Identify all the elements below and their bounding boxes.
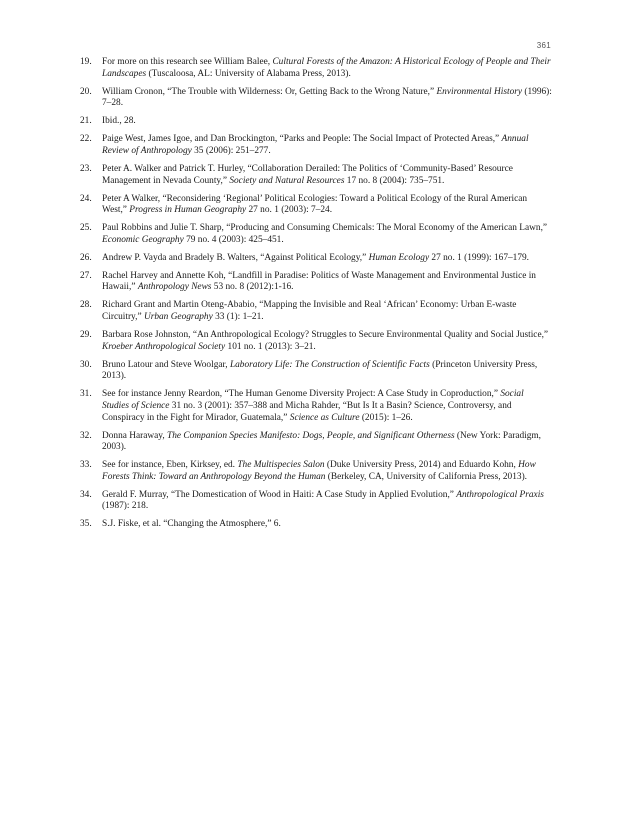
endnote-number: 29. bbox=[80, 330, 92, 341]
cited-work-title: Social Studies of Science bbox=[102, 389, 524, 411]
endnote-text-segment: (Tuscaloosa, AL: University of Alabama Press, 2013). bbox=[146, 68, 351, 79]
endnote-text bbox=[102, 271, 552, 294]
endnote-number: 24. bbox=[80, 193, 92, 204]
endnote-text-segment: 17 no. 8 (2004): 735–751. bbox=[344, 175, 445, 186]
endnote-number: 22. bbox=[80, 134, 92, 145]
cited-work-title: Human Ecology bbox=[368, 252, 430, 263]
cited-work-title: Progress in Human Geography bbox=[129, 205, 247, 216]
endnote-32 bbox=[80, 431, 552, 454]
endnote-26 bbox=[80, 253, 552, 265]
cited-work-title: Society and Natural Resources bbox=[229, 175, 345, 186]
endnote-text bbox=[102, 223, 552, 246]
endnote-24 bbox=[80, 194, 552, 217]
endnote-28 bbox=[80, 300, 552, 323]
cited-work-title: Environmental History bbox=[436, 86, 523, 97]
endnote-text bbox=[102, 194, 552, 217]
cited-work-title: Annual Review of Anthropology bbox=[102, 134, 529, 156]
endnote-text bbox=[102, 164, 552, 187]
endnote-text-segment: For more on this research see William Balee, bbox=[102, 57, 273, 67]
endnote-number: 34. bbox=[80, 489, 92, 500]
endnote-19 bbox=[80, 57, 552, 80]
endnote-text bbox=[102, 330, 552, 353]
endnote-text-segment: Donna Haraway, bbox=[102, 430, 168, 441]
endnote-20 bbox=[80, 87, 552, 110]
endnote-text-segment: (Duke University Press, 2014) and Eduardo Kohn, bbox=[324, 460, 519, 471]
endnote-text-segment: Bruno Latour and Steve Woolgar, bbox=[102, 359, 230, 370]
endnote-text-segment: Paul Robbins and Julie T. Sharp, “Producing and Consuming Chemicals: The Moral Economy of the American Lawn,” bbox=[102, 223, 548, 234]
endnote-text-segment: Paige West, James Igoe, and Dan Brockington, “Parks and People: The Social Impact of Protected Areas,” bbox=[102, 134, 502, 145]
endnote-31 bbox=[80, 389, 552, 424]
cited-work-title: Science as Culture bbox=[289, 412, 360, 423]
endnote-30 bbox=[80, 360, 552, 383]
endnote-text bbox=[102, 519, 552, 531]
endnote-text-segment: 79 no. 4 (2003): 425–451. bbox=[183, 234, 284, 245]
endnote-text-segment: Andrew P. Vayda and Bradely B. Walters, “Against Political Ecology,” bbox=[102, 252, 369, 263]
endnote-text bbox=[102, 300, 552, 323]
endnote-number: 31. bbox=[80, 389, 92, 400]
endnote-text-segment: 53 no. 8 (2012):1-16. bbox=[211, 282, 294, 293]
endnote-text-segment: 35 (2006): 251–277. bbox=[191, 145, 271, 156]
cited-work-title: Laboratory Life: The Construction of Scientific Facts bbox=[229, 359, 430, 370]
endnote-text-segment: Ibid., 28. bbox=[102, 116, 136, 127]
endnote-number: 33. bbox=[80, 460, 92, 471]
endnote-number: 25. bbox=[80, 223, 92, 234]
endnote-text bbox=[102, 116, 552, 128]
endnote-text-segment: 31 no. 3 (2001): 357–388 and Micha Rahder, “But Is It a Basin? Science, Controversy, and Conspiracy in the Fight for Mirador, Guatemala,” bbox=[102, 400, 512, 423]
endnote-text-segment: Richard Grant and Martin Oteng-Ababio, “Mapping the Invisible and Real ‘African’ Economy: Urban E-waste Circuitry,” bbox=[102, 300, 517, 323]
endnote-text-segment: (1987): 218. bbox=[102, 501, 149, 512]
endnote-21 bbox=[80, 116, 552, 128]
endnote-text-segment: (1996): 7–28. bbox=[102, 86, 552, 109]
endnote-23 bbox=[80, 164, 552, 187]
endnote-text-segment: William Cronon, “The Trouble with Wilderness: Or, Getting Back to the Wrong Nature,” bbox=[102, 86, 437, 97]
cited-work-title: How Forests Think: Toward an Anthropology Beyond the Human bbox=[102, 460, 536, 482]
endnote-27 bbox=[80, 271, 552, 294]
endnote-number: 21. bbox=[80, 116, 92, 127]
endnote-number: 28. bbox=[80, 300, 92, 311]
endnote-text bbox=[102, 87, 552, 110]
cited-work-title: Cultural Forests of the Amazon: A Historical Ecology of People and Their Landscapes bbox=[102, 57, 551, 79]
endnote-text-segment: See for instance Jenny Reardon, “The Human Genome Diversity Project: A Case Study in Coproduction,” bbox=[102, 389, 501, 400]
endnote-text bbox=[102, 253, 552, 265]
endnote-text-segment: Rachel Harvey and Annette Koh, “Landfill in Paradise: Politics of Waste Management and Environmental Justice in Hawaii,” bbox=[102, 270, 536, 293]
endnote-text-segment: See for instance, Eben, Kirksey, ed. bbox=[102, 460, 238, 471]
endnote-text-segment: 101 no. 1 (2013): 3–21. bbox=[225, 341, 316, 352]
cited-work-title: Anthropological Praxis bbox=[456, 489, 544, 500]
endnote-text-segment: 27 no. 1 (2003): 7–24. bbox=[246, 205, 333, 216]
endnote-34 bbox=[80, 490, 552, 513]
cited-work-title: Urban Geography bbox=[143, 312, 213, 323]
endnote-text-segment: Peter A. Walker and Patrick T. Hurley, “Collaboration Derailed: The Politics of ‘Community-Based’ Resource Management in Nevada County,” bbox=[102, 163, 513, 186]
endnote-text bbox=[102, 57, 552, 80]
endnote-text-segment: 33 (1): 1–21. bbox=[212, 312, 264, 323]
endnote-number: 26. bbox=[80, 252, 92, 263]
cited-work-title: Kroeber Anthropological Society bbox=[102, 341, 226, 352]
endnote-text bbox=[102, 134, 552, 157]
endnote-29 bbox=[80, 330, 552, 353]
cited-work-title: Economic Geography bbox=[102, 234, 184, 245]
endnote-number: 32. bbox=[80, 430, 92, 441]
endnote-text-segment: Peter A Walker, “Reconsidering ‘Regional’ Political Ecologies: Toward a Political Ecology of the Rural American West,” bbox=[102, 193, 528, 216]
endnote-25 bbox=[80, 223, 552, 246]
endnotes-list bbox=[80, 57, 552, 537]
endnote-text-segment: 27 no. 1 (1999): 167–179. bbox=[429, 252, 530, 263]
endnote-number: 23. bbox=[80, 163, 92, 174]
endnote-number: 19. bbox=[80, 57, 92, 67]
endnote-number: 20. bbox=[80, 86, 92, 97]
endnote-number: 35. bbox=[80, 519, 92, 530]
endnote-text-segment: (Princeton University Press, 2013). bbox=[102, 359, 538, 382]
endnote-text bbox=[102, 490, 552, 513]
page-number: 361 bbox=[536, 41, 551, 50]
endnote-text-segment: S.J. Fiske, et al. “Changing the Atmosphere,” 6. bbox=[102, 519, 281, 530]
endnote-text-segment: (New York: Paradigm, 2003). bbox=[102, 430, 542, 453]
endnote-22 bbox=[80, 134, 552, 157]
endnote-text bbox=[102, 360, 552, 383]
endnote-text-segment: Barbara Rose Johnston, “An Anthropological Ecology? Struggles to Secure Environmental Quality and Social Justice,” bbox=[102, 330, 549, 341]
endnote-text bbox=[102, 431, 552, 454]
endnote-number: 30. bbox=[80, 359, 92, 370]
endnote-33 bbox=[80, 460, 552, 483]
endnote-text-segment: Gerald F. Murray, “The Domestication of Wood in Haiti: A Case Study in Applied Evolution,” bbox=[102, 489, 457, 500]
cited-work-title: The Companion Species Manifesto: Dogs, People, and Significant Otherness bbox=[167, 430, 455, 441]
endnote-text bbox=[102, 389, 552, 424]
endnote-text-segment: (2015): 1–26. bbox=[359, 412, 413, 423]
cited-work-title: The Multispecies Salon bbox=[237, 460, 325, 471]
endnote-number: 27. bbox=[80, 270, 92, 281]
cited-work-title: Anthropology News bbox=[137, 282, 212, 293]
endnote-text-segment: (Berkeley, CA, University of California Press, 2013). bbox=[325, 471, 528, 482]
endnote-text bbox=[102, 460, 552, 483]
endnote-35 bbox=[80, 519, 552, 531]
